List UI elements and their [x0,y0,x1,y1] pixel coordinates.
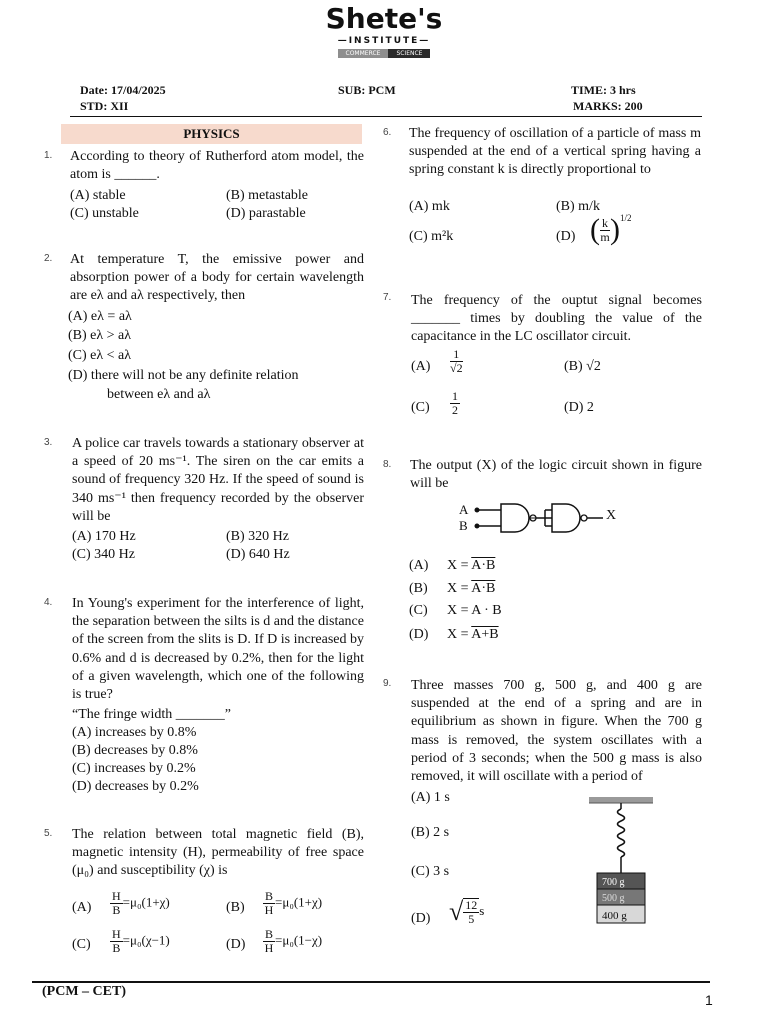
q3-option-c: (C) 340 Hz [72,547,135,562]
q4-option-b: (B) decreases by 0.8% [72,743,198,758]
q5-formula-d: $\frac{B}{H}$ =μ₀(1−χ) [264,927,323,955]
q1-number: 1. [44,150,53,161]
q7-text: The frequency of the ouptut signal becomes _______ times by doubling the value of the capacitance in the LC oscillator circuit. [411,293,702,345]
q1-option-d: (D) parastable [226,206,306,221]
q9-mass-500: 500 g [602,893,625,904]
q8-formula-c: X = A · B [447,603,502,618]
q2-option-b: (B) eλ > aλ [68,328,132,343]
q4-option-d: (D) decreases by 0.2% [72,779,199,794]
institute-logo [300,4,468,72]
q7-formula-a: $\frac{1}{√2}$ [450,347,463,375]
footer-label: (PCM – CET) [42,984,126,999]
exam-subject: SUB: PCM [338,83,396,97]
q4-option-a: (A) increases by 0.8% [72,725,197,740]
q5-option-b: (B) [226,900,245,915]
q8-output-x: X [606,508,617,523]
q9-option-b: (B) 2 s [411,825,450,840]
q7-option-d: (D) 2 [564,400,594,415]
q6-option-d: (D) [556,229,576,244]
q5-number: 5. [44,828,53,839]
q2-option-d-cont: between eλ and aλ [107,387,211,402]
q9-formula-d: √ $\frac{12}{5}$ s [449,897,485,926]
q6-option-b: (B) m/k [556,199,600,214]
q3-option-d: (D) 640 Hz [226,547,290,562]
q8-number: 8. [383,459,392,470]
footer-rule [32,981,710,983]
q9-option-c: (C) 3 s [411,864,450,879]
logo-institute: —INSTITUTE— [337,36,431,46]
q9-option-a: (A) 1 s [411,790,450,805]
q2-number: 2. [44,253,53,264]
q6-option-c: (C) m²k [409,229,454,244]
q4-text: In Young's experiment for the interference of light, the separation between the silts is d and the distance of the screen from the slits is D. If D is increased by 0.6% and d is decreased by 0.2%, then for the light of a given wavelength, which one of the following is true? [72,596,364,703]
q6-option-a: (A) mk [409,199,450,214]
q7-formula-c: $\frac{1}{2}$ [452,389,458,417]
q8-option-c: (C) [409,603,428,618]
page-number: 1 [705,992,713,1008]
q6-formula-d: ( $\frac{k}{m}$ )$^{1/2}$ [590,213,632,246]
q7-option-b: (B) √2 [564,359,601,374]
q9-mass-700: 700 g [602,877,625,888]
q5-formula-b: $\frac{B}{H}$ =μ₀(1+χ) [264,889,323,917]
q8-option-d: (D) [409,627,429,642]
q7-option-c: (C) [411,400,430,415]
q6-number: 6. [383,127,392,138]
q1-option-a: (A) stable [70,188,126,203]
q5-formula-c: $\frac{H}{B}$ =μ₀(χ−1) [112,927,170,955]
exam-std: STD: XII [80,99,129,113]
q7-option-a: (A) [411,359,431,374]
q8-input-a: A [459,502,469,517]
q5-option-a: (A) [72,900,92,915]
exam-time: TIME: 3 hrs [571,83,636,97]
q5-formula-a: $\frac{H}{B}$ =μ₀(1+χ) [112,889,170,917]
logic-circuit-diagram [455,500,625,536]
q3-text: A police car travels towards a stationary observer at a speed of 20 ms⁻¹. The siren on the car emits a sound of frequency 320 Hz. If the speed of sound is 340 ms⁻¹ then frequency recorded by the observer will be [72,436,364,524]
q3-option-b: (B) 320 Hz [226,529,289,544]
exam-marks: MARKS: 200 [573,99,643,113]
q3-number: 3. [44,437,53,448]
q5-text: The relation between total magnetic field (B), magnetic intensity (H), permeability of free space (μ₀) and susceptibility (χ) is [72,827,364,879]
logo-text: Shete's [325,2,443,35]
q9-text: Three masses 700 g, 500 g, and 400 g are suspended at the end of a spring and are in equilibrium as shown in figure. When the 700 g mass is removed, the system oscillates with a period of 3 seconds; when the 500 g mass is also removed, it will oscillate with a period of [411,678,702,785]
q4-quote: “The fringe width _______” [72,707,232,722]
exam-date: Date: 17/04/2025 [80,83,166,97]
q9-number: 9. [383,678,392,689]
q4-number: 4. [44,597,53,608]
q5-option-d: (D) [226,937,246,952]
q8-input-b: B [459,518,468,533]
q5-option-c: (C) [72,937,91,952]
q8-text: The output (X) of the logic circuit shown in figure will be [410,458,702,492]
q6-text: The frequency of oscillation of a particle of mass m suspended at the end of a vertical spring having a spring constant k is directly proportional to [409,126,701,178]
q7-number: 7. [383,292,392,303]
q2-option-a: (A) eλ = aλ [68,309,132,324]
q1-text: According to theory of Rutherford atom model, the atom is ______. [70,149,364,183]
section-title: PHYSICS [61,124,362,144]
q8-option-a: (A) [409,558,429,573]
q8-formula-b: X = A·B [447,581,496,596]
q8-formula-a: X = A·B [447,558,496,573]
logo-tab-commerce: COMMERCE [338,49,389,58]
q8-formula-d: X = A+B [447,627,499,642]
q2-option-c: (C) eλ < aλ [68,348,132,363]
q1-option-c: (C) unstable [70,206,139,221]
logo-tab-science: SCIENCE [388,49,430,58]
header-rule [70,116,702,117]
q8-option-b: (B) [409,581,428,596]
q2-text: At temperature T, the emissive power and absorption power of a body for certain wavelength are eλ and aλ respectively, then [70,252,364,304]
q3-option-a: (A) 170 Hz [72,529,136,544]
q9-option-d: (D) [411,911,431,926]
q4-option-c: (C) increases by 0.2% [72,761,196,776]
q1-option-b: (B) metastable [226,188,309,203]
q9-mass-400: 400 g [602,910,627,922]
q2-option-d: (D) there will not be any definite relation [68,368,299,383]
